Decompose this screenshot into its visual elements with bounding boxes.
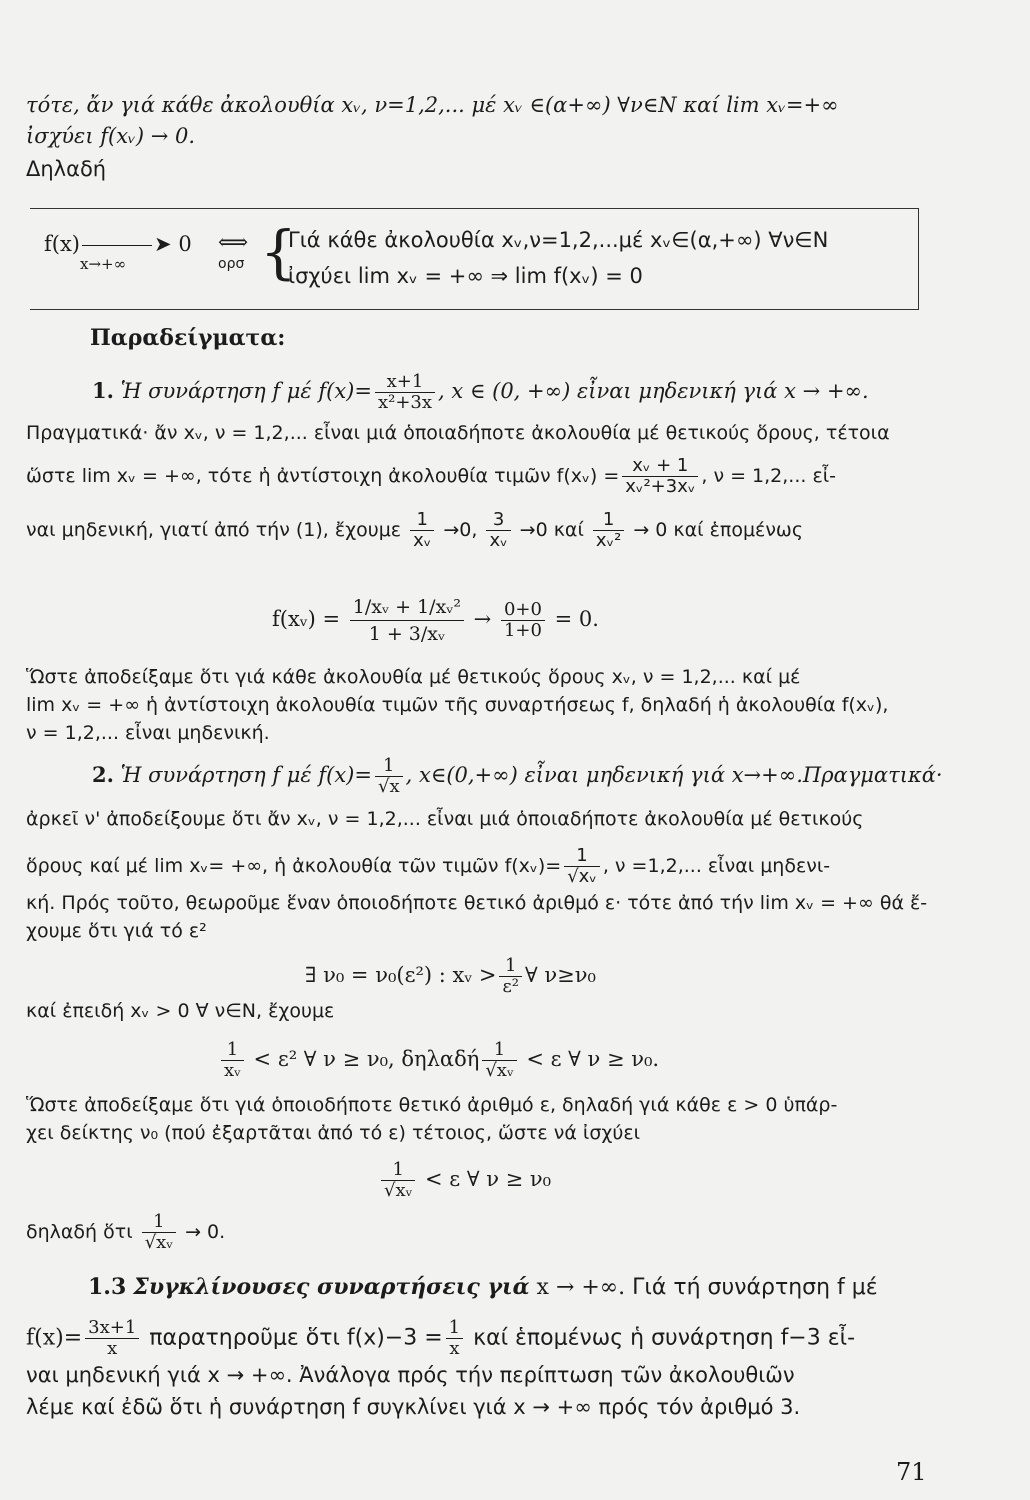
examples-heading: Παραδείγματα:	[90, 325, 286, 351]
example1-c1: Ὥστε ἀποδείξαμε ὅτι γιά κάθε ἀκολουθία μέ θετικούς ὅρους xᵥ, ν = 1,2,... καί μέ	[26, 666, 801, 688]
intro-line-2: ἰσχύει f(xᵥ) → 0.	[26, 124, 196, 148]
example1-c3: ν = 1,2,... εἶναι μηδενική.	[26, 722, 270, 744]
example1-p1: Πραγματικά· ἄν xᵥ, ν = 1,2,... εἶναι μιά ὁποιαδήποτε ἀκολουθία μέ θετικούς ὅρους, τέτοια	[26, 422, 890, 444]
example2-eq1: ∃ ν₀ = ν₀(ε²) : xᵥ > $\frac{1}{\text{ε²}}$ ∀ ν≥ν₀	[305, 955, 596, 997]
example2-p2: ὅρους καί μέ lim xᵥ= +∞, ἡ ἀκολουθία τῶν τιμῶν f(xᵥ)= $\frac{1}{\text{√xᵥ}}$ , ν =1,2,... εἶναι μηδενι-	[26, 845, 831, 887]
def-right-line-1: Γιά κάθε ἀκολουθία xᵥ,ν=1,2,...μέ xᵥ∈(α,+∞) ∀ν∈N	[288, 228, 829, 252]
example1-p2: ὥστε lim xᵥ = +∞, τότε ἡ ἀντίστοιχη ἀκολουθία τιμῶν f(xᵥ) = $\frac{\text{xᵥ + 1}}{\text{xᵥ²+3xᵥ}}$ , ν = 1,2,... εἶ-	[26, 455, 837, 497]
def-left-expr: f(x) ➤ 0	[44, 232, 192, 256]
example2-p5: καί ἐπειδή xᵥ > 0 ∀ ν∈N, ἔχουμε	[26, 1000, 335, 1022]
example1-c2: lim xᵥ = +∞ ἡ ἀντίστοιχη ἀκολουθία τιμῶν τῆς συναρτήσεως f, δηλαδή ἡ ἀκολουθία f(xᵥ),	[26, 694, 889, 716]
example2-p1: ἀρκεῖ ν' ἀποδείξουμε ὅτι ἄν xᵥ, ν = 1,2,... εἶναι μιά ὁποιαδήποτε ἀκολουθία μέ θετικούς	[26, 808, 864, 830]
example1-display: f(xᵥ) = $\frac{\text{1/xᵥ + 1/xᵥ²}}{\text{1 + 3/xᵥ}}$ → $\frac{0+0}{1+0}$ = 0.	[272, 596, 599, 645]
example2-eq2: $\frac{1}{\text{xᵥ}}$ < ε² ∀ ν ≥ ν₀, δηλαδή $\frac{1}{\text{√xᵥ}}$ < ε ∀ ν ≥ ν₀.	[218, 1040, 659, 1081]
section-line-3: ναι μηδενική γιά x → +∞. Ἀνάλογα πρός τήν περίπτωση τῶν ἀκολουθιῶν	[26, 1363, 795, 1387]
def-brace: {	[260, 218, 297, 286]
section-number: 1.3	[88, 1274, 127, 1300]
example2-eq3: $\frac{1}{\text{√xᵥ}}$ < ε ∀ ν ≥ ν₀	[378, 1160, 551, 1201]
definition-box	[30, 208, 919, 310]
def-equiv-label: ορσ	[218, 256, 245, 272]
example2-p3: κή. Πρός τοῦτο, θεωροῦμε ἕναν ὁποιοδήποτε θετικό ἀριθμό ε· τότε ἀπό τήν lim xᵥ = +∞ θά ἔ-	[26, 892, 928, 914]
section-line-4: λέμε καί ἐδῶ ὅτι ἡ συνάρτηση f συγκλίνει γιά x → +∞ πρός τόν ἀριθμό 3.	[26, 1395, 801, 1419]
example2-p7: χει δείκτης ν₀ (πού ἐξαρτᾶται ἀπό τό ε) τέτοιος, ὥστε νά ἰσχύει	[26, 1122, 641, 1144]
example2-statement: 2. Ἡ συνάρτηση f μέ f(x)= $\frac{1}{√x}$ , x∈(0,+∞) εἶναι μηδενική γιά x→+∞.Πραγματικά·	[92, 755, 943, 797]
section-title: Συγκλίνουσες συναρτήσεις γιά	[133, 1274, 530, 1300]
example1-statement: 1. Ἡ συνάρτηση f μέ f(x)= $\frac{x+1}{\text{x²+3x}}$ , x ∈ (0, +∞) εἶναι μηδενική γιά x → +∞.	[92, 371, 869, 413]
example1-p3: ναι μηδενική, γιατί ἀπό τήν (1), ἔχουμε $\frac{1}{\text{xᵥ}}$ →0, $\frac{3}{\text{xᵥ}}$ →0 καί $\frac{1}{\text{xᵥ²}}$ → 0 καί ἑπομένως	[26, 509, 803, 551]
example2-p6: Ὥστε ἀποδείξαμε ὅτι γιά ὁποιοδήποτε θετικό ἀριθμό ε, δηλαδή γιά κάθε ε > 0 ὑπάρ-	[26, 1094, 838, 1116]
section-line-2: f(x)= $\frac{3x+1}{x}$ παρατηροῦμε ὅτι f(x)−3 = $\frac{1}{x}$ καί ἑπομένως ἡ συνάρτηση f−3 εἶ-	[26, 1317, 856, 1359]
section-heading-line: 1.3 Συγκλίνουσες συναρτήσεις γιά x → +∞. Γιά τή συνάρτηση f μέ	[88, 1274, 878, 1300]
page-number: 71	[896, 1458, 927, 1486]
def-equiv: ⟺	[218, 230, 249, 254]
example2-p4: χουμε ὅτι γιά τό ε²	[26, 920, 207, 942]
intro-line-3: Δηλαδή	[26, 157, 107, 181]
def-left-sub: x→+∞	[80, 255, 127, 273]
def-right-line-2: ἰσχύει lim xᵥ = +∞ ⇒ lim f(xᵥ) = 0	[288, 264, 643, 288]
example2-p8: δηλαδή ὅτι $\frac{1}{\text{√xᵥ}}$ → 0.	[26, 1211, 226, 1253]
intro-line-1: τότε, ἄν γιά κάθε ἀκολουθία xᵥ, ν=1,2,... μέ xᵥ ∈(α+∞) ∀ν∈N καί lim xᵥ=+∞	[26, 93, 839, 117]
